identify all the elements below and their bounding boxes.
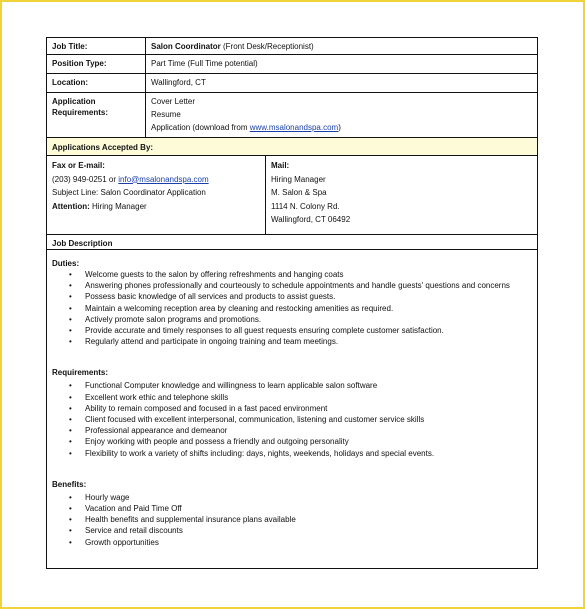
fax-email-line	[52, 174, 260, 188]
list-item: • Health benefits and supplemental insurance plans available	[85, 514, 532, 525]
list-item: • Excellent work ethic and telephone skills	[85, 392, 532, 403]
list-item: • Answering phones professionally and courteously to schedule appointments and handle guests' questions and concerns	[85, 280, 532, 291]
list-item: • Actively promote salon programs and promotions.	[85, 314, 532, 325]
job-title-value	[146, 38, 537, 54]
job-title-label: Job Title:	[47, 38, 146, 54]
job-description-heading: Job Description	[47, 235, 537, 250]
location-value: Wallingford, CT	[151, 78, 206, 87]
list-item: • Regularly attend and participate in ongoing training and team meetings.	[85, 336, 532, 347]
applications-accepted-heading: Applications Accepted By:	[47, 138, 537, 156]
mail-line: Hiring Manager	[271, 174, 326, 184]
app-req-cover-letter: Cover Letter	[151, 97, 196, 106]
app-req-resume: Resume	[151, 110, 181, 119]
job-title-bold: Salon Coordinator	[151, 42, 221, 51]
duties-list	[52, 269, 532, 347]
list-item: • Growth opportunities	[85, 537, 532, 548]
requirements-label: Requirements:	[52, 368, 109, 378]
fax-email-column	[47, 156, 266, 234]
list-item: • Provide accurate and timely responses to all guest requests ensuring complete customer satisfaction.	[85, 325, 532, 336]
location-label: Location:	[47, 74, 146, 92]
mail-line: Wallingford, CT 06492	[271, 215, 351, 224]
requirements-list	[52, 380, 532, 458]
position-type-row	[47, 55, 537, 74]
benefits-label: Benefits:	[52, 479, 87, 489]
attention-value: Hiring Manager	[89, 201, 147, 211]
duties-label: Duties:	[52, 259, 80, 268]
job-description-body	[47, 250, 537, 548]
attention-label: Attention:	[52, 201, 90, 211]
list-item: • Welcome guests to the salon by offering refreshments and hanging coats	[85, 269, 532, 280]
list-item: • Vacation and Paid Time Off	[85, 503, 532, 514]
mail-line: 1114 N. Colony Rd.	[271, 201, 340, 211]
attention-line	[52, 201, 260, 215]
application-requirements-label: Application Requirements:	[47, 93, 146, 137]
website-link[interactable]: www.msalonandspa.com	[249, 123, 339, 132]
list-item: • Enjoy working with people and possess a friendly and outgoing personality	[85, 436, 532, 447]
job-title-rest: (Front Desk/Receptionist)	[220, 42, 314, 51]
list-item: • Hourly wage	[85, 492, 532, 503]
list-item: • Ability to remain composed and focused in a fast paced environment	[85, 403, 532, 414]
location-row	[47, 74, 537, 93]
list-item: • Possess basic knowledge of all services and products to assist guests.	[85, 291, 532, 302]
fax-email-label: Fax or E-mail:	[52, 161, 105, 170]
fax-phone: (203) 949-0251 or	[52, 174, 119, 184]
applications-accepted-body	[47, 156, 537, 235]
position-type-value: Part Time (Full Time potential)	[151, 59, 258, 68]
application-requirements-row	[47, 93, 537, 138]
mail-label: Mail:	[271, 161, 290, 170]
job-title-row	[47, 38, 537, 55]
app-req-download-prefix: Application (download from	[151, 123, 250, 132]
mail-line: M. Salon & Spa	[271, 188, 327, 197]
app-req-download-suffix: )	[338, 123, 341, 132]
position-type-label: Position Type:	[47, 55, 146, 73]
benefits-list	[52, 492, 532, 548]
list-item: • Professional appearance and demeanor	[85, 425, 532, 436]
application-requirements-value	[146, 93, 537, 137]
list-item: • Flexibility to work a variety of shifts including: days, nights, weekends, holidays and special events.	[85, 448, 532, 459]
email-link[interactable]: info@msalonandspa.com	[118, 174, 209, 184]
app-req-application	[151, 122, 532, 133]
list-item: • Functional Computer knowledge and willingness to learn applicable salon software	[85, 380, 532, 391]
mail-column	[266, 156, 537, 234]
list-item: • Maintain a welcoming reception area by cleaning and restocking amenities as required.	[85, 303, 532, 314]
list-item: • Client focused with excellent interpersonal, communication, listening and customer service skills	[85, 414, 532, 425]
list-item: • Service and retail discounts	[85, 525, 532, 536]
subject-line: Subject Line: Salon Coordinator Application	[52, 188, 206, 197]
job-posting-document	[46, 37, 538, 569]
